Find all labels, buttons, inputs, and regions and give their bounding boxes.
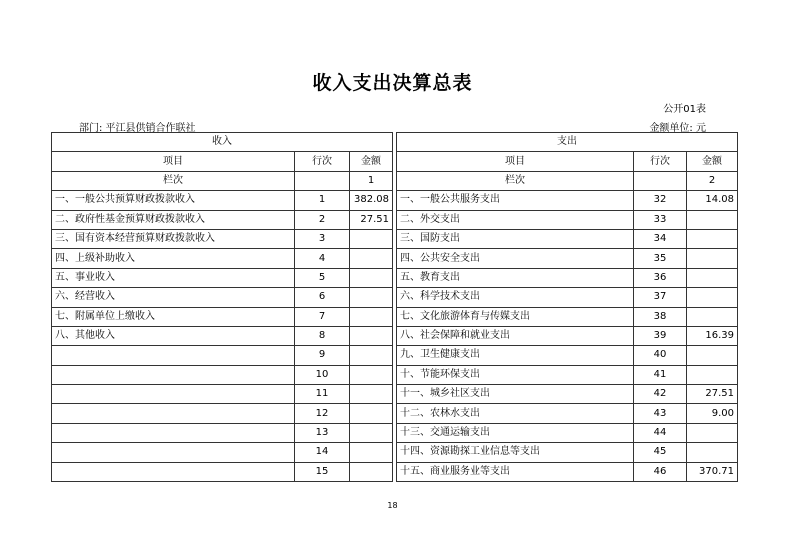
income-line-cell: 13: [295, 423, 350, 442]
expense-line-cell: 40: [634, 346, 687, 365]
income-line-cell: 1: [295, 191, 350, 210]
amount-unit-label: 金额单位: 元: [649, 123, 706, 134]
income-line-cell: 7: [295, 307, 350, 326]
income-amount-cell: [350, 423, 393, 442]
expense-item-cell: 八、社会保障和就业支出: [397, 326, 634, 345]
column-index-row: [52, 171, 738, 190]
expense-amount-cell: [687, 229, 738, 248]
income-line-cell: 6: [295, 288, 350, 307]
expense-amount-cell: [687, 365, 738, 384]
income-section-header: 收入: [52, 133, 393, 152]
income-amount-cell: 382.08: [350, 191, 393, 210]
income-line-cell: 2: [295, 210, 350, 229]
expense-line-cell: 36: [634, 268, 687, 287]
income-amount-cell: [350, 229, 393, 248]
expense-amount-cell: [687, 443, 738, 462]
expense-item-cell: 十二、农林水支出: [397, 404, 634, 423]
expense-amount-cell: [687, 288, 738, 307]
income-amount-cell: [350, 443, 393, 462]
income-line-cell: 11: [295, 385, 350, 404]
income-expense-table: [51, 132, 738, 482]
expense-line-cell: 38: [634, 307, 687, 326]
table-row: [52, 385, 738, 404]
table-row: [52, 229, 738, 248]
department-label: 部门: 平江县供销合作联社: [79, 123, 196, 134]
income-item-cell: [52, 346, 295, 365]
expense-amount-cell: 9.00: [687, 404, 738, 423]
expense-amount-cell: [687, 346, 738, 365]
income-line-cell: 15: [295, 462, 350, 481]
expense-index-line-cell: [634, 171, 687, 190]
income-item-cell: 三、国有资本经营预算财政拨款收入: [52, 229, 295, 248]
expense-amount-cell: 27.51: [687, 385, 738, 404]
expense-item-cell: 六、科学技术支出: [397, 288, 634, 307]
income-item-cell: 四、上级补助收入: [52, 249, 295, 268]
income-amount-cell: [350, 462, 393, 481]
income-item-cell: [52, 404, 295, 423]
expense-line-cell: 37: [634, 288, 687, 307]
expense-amount-cell: [687, 423, 738, 442]
expense-item-cell: 十五、商业服务业等支出: [397, 462, 634, 481]
expense-line-cell: 41: [634, 365, 687, 384]
income-amount-cell: [350, 404, 393, 423]
expense-item-cell: 二、外交支出: [397, 210, 634, 229]
page-number: 18: [387, 501, 398, 510]
income-item-cell: [52, 365, 295, 384]
table-code: 公开01表: [663, 104, 706, 115]
table-row: [52, 423, 738, 442]
income-item-cell: 八、其他收入: [52, 326, 295, 345]
expense-line-cell: 34: [634, 229, 687, 248]
expense-amount-cell: 14.08: [687, 191, 738, 210]
table-row: [52, 307, 738, 326]
expense-item-cell: 十三、交通运输支出: [397, 423, 634, 442]
income-line-cell: 12: [295, 404, 350, 423]
table-row: [52, 404, 738, 423]
table-row: [52, 365, 738, 384]
income-amount-cell: 27.51: [350, 210, 393, 229]
expense-line-cell: 35: [634, 249, 687, 268]
income-item-cell: 七、附属单位上缴收入: [52, 307, 295, 326]
expense-amount-cell: [687, 210, 738, 229]
income-amount-cell: [350, 346, 393, 365]
expense-amount-cell: [687, 307, 738, 326]
income-amount-cell: [350, 385, 393, 404]
income-amount-cell: [350, 307, 393, 326]
expense-item-cell: 五、教育支出: [397, 268, 634, 287]
table-row: [52, 288, 738, 307]
income-amount-header: 金额: [350, 152, 393, 171]
table-row: [52, 249, 738, 268]
income-item-cell: [52, 385, 295, 404]
expense-section-header: 支出: [397, 133, 738, 152]
income-amount-cell: [350, 268, 393, 287]
expense-line-cell: 45: [634, 443, 687, 462]
income-index-label: 栏次: [52, 171, 295, 190]
income-item-cell: 二、政府性基金预算财政拨款收入: [52, 210, 295, 229]
table-row: [52, 268, 738, 287]
table-row: [52, 443, 738, 462]
expense-item-header: 项目: [397, 152, 634, 171]
income-amount-cell: [350, 326, 393, 345]
table-row: [52, 326, 738, 345]
income-line-cell: 4: [295, 249, 350, 268]
income-column-number: 1: [350, 171, 393, 190]
expense-item-cell: 四、公共安全支出: [397, 249, 634, 268]
expense-amount-cell: 16.39: [687, 326, 738, 345]
expense-amount-cell: [687, 268, 738, 287]
income-line-header: 行次: [295, 152, 350, 171]
expense-item-cell: 一、一般公共服务支出: [397, 191, 634, 210]
expense-item-cell: 十、节能环保支出: [397, 365, 634, 384]
expense-item-cell: 十一、城乡社区支出: [397, 385, 634, 404]
expense-line-cell: 33: [634, 210, 687, 229]
income-amount-cell: [350, 365, 393, 384]
expense-line-cell: 43: [634, 404, 687, 423]
table-row: [52, 210, 738, 229]
income-amount-cell: [350, 288, 393, 307]
income-line-cell: 8: [295, 326, 350, 345]
income-line-cell: 14: [295, 443, 350, 462]
expense-line-header: 行次: [634, 152, 687, 171]
expense-line-cell: 39: [634, 326, 687, 345]
page-title: 收入支出决算总表: [312, 72, 473, 94]
expense-amount-header: 金额: [687, 152, 738, 171]
income-item-header: 项目: [52, 152, 295, 171]
income-line-cell: 3: [295, 229, 350, 248]
expense-item-cell: 三、国防支出: [397, 229, 634, 248]
income-item-cell: [52, 443, 295, 462]
income-line-cell: 5: [295, 268, 350, 287]
expense-index-label: 栏次: [397, 171, 634, 190]
table-row: [52, 191, 738, 210]
expense-item-cell: 九、卫生健康支出: [397, 346, 634, 365]
expense-line-cell: 44: [634, 423, 687, 442]
expense-amount-cell: 370.71: [687, 462, 738, 481]
expense-line-cell: 46: [634, 462, 687, 481]
expense-line-cell: 32: [634, 191, 687, 210]
income-item-cell: [52, 423, 295, 442]
income-line-cell: 9: [295, 346, 350, 365]
table-row: [52, 346, 738, 365]
income-item-cell: [52, 462, 295, 481]
income-item-cell: 一、一般公共预算财政拨款收入: [52, 191, 295, 210]
income-item-cell: 五、事业收入: [52, 268, 295, 287]
column-header-row: [52, 152, 738, 171]
income-amount-cell: [350, 249, 393, 268]
expense-amount-cell: [687, 249, 738, 268]
expense-line-cell: 42: [634, 385, 687, 404]
expense-item-cell: 十四、资源勘探工业信息等支出: [397, 443, 634, 462]
income-line-cell: 10: [295, 365, 350, 384]
income-item-cell: 六、经营收入: [52, 288, 295, 307]
section-header-row: [52, 133, 738, 152]
table-row: [52, 462, 738, 481]
income-index-line-cell: [295, 171, 350, 190]
expense-column-number: 2: [687, 171, 738, 190]
expense-item-cell: 七、文化旅游体育与传媒支出: [397, 307, 634, 326]
